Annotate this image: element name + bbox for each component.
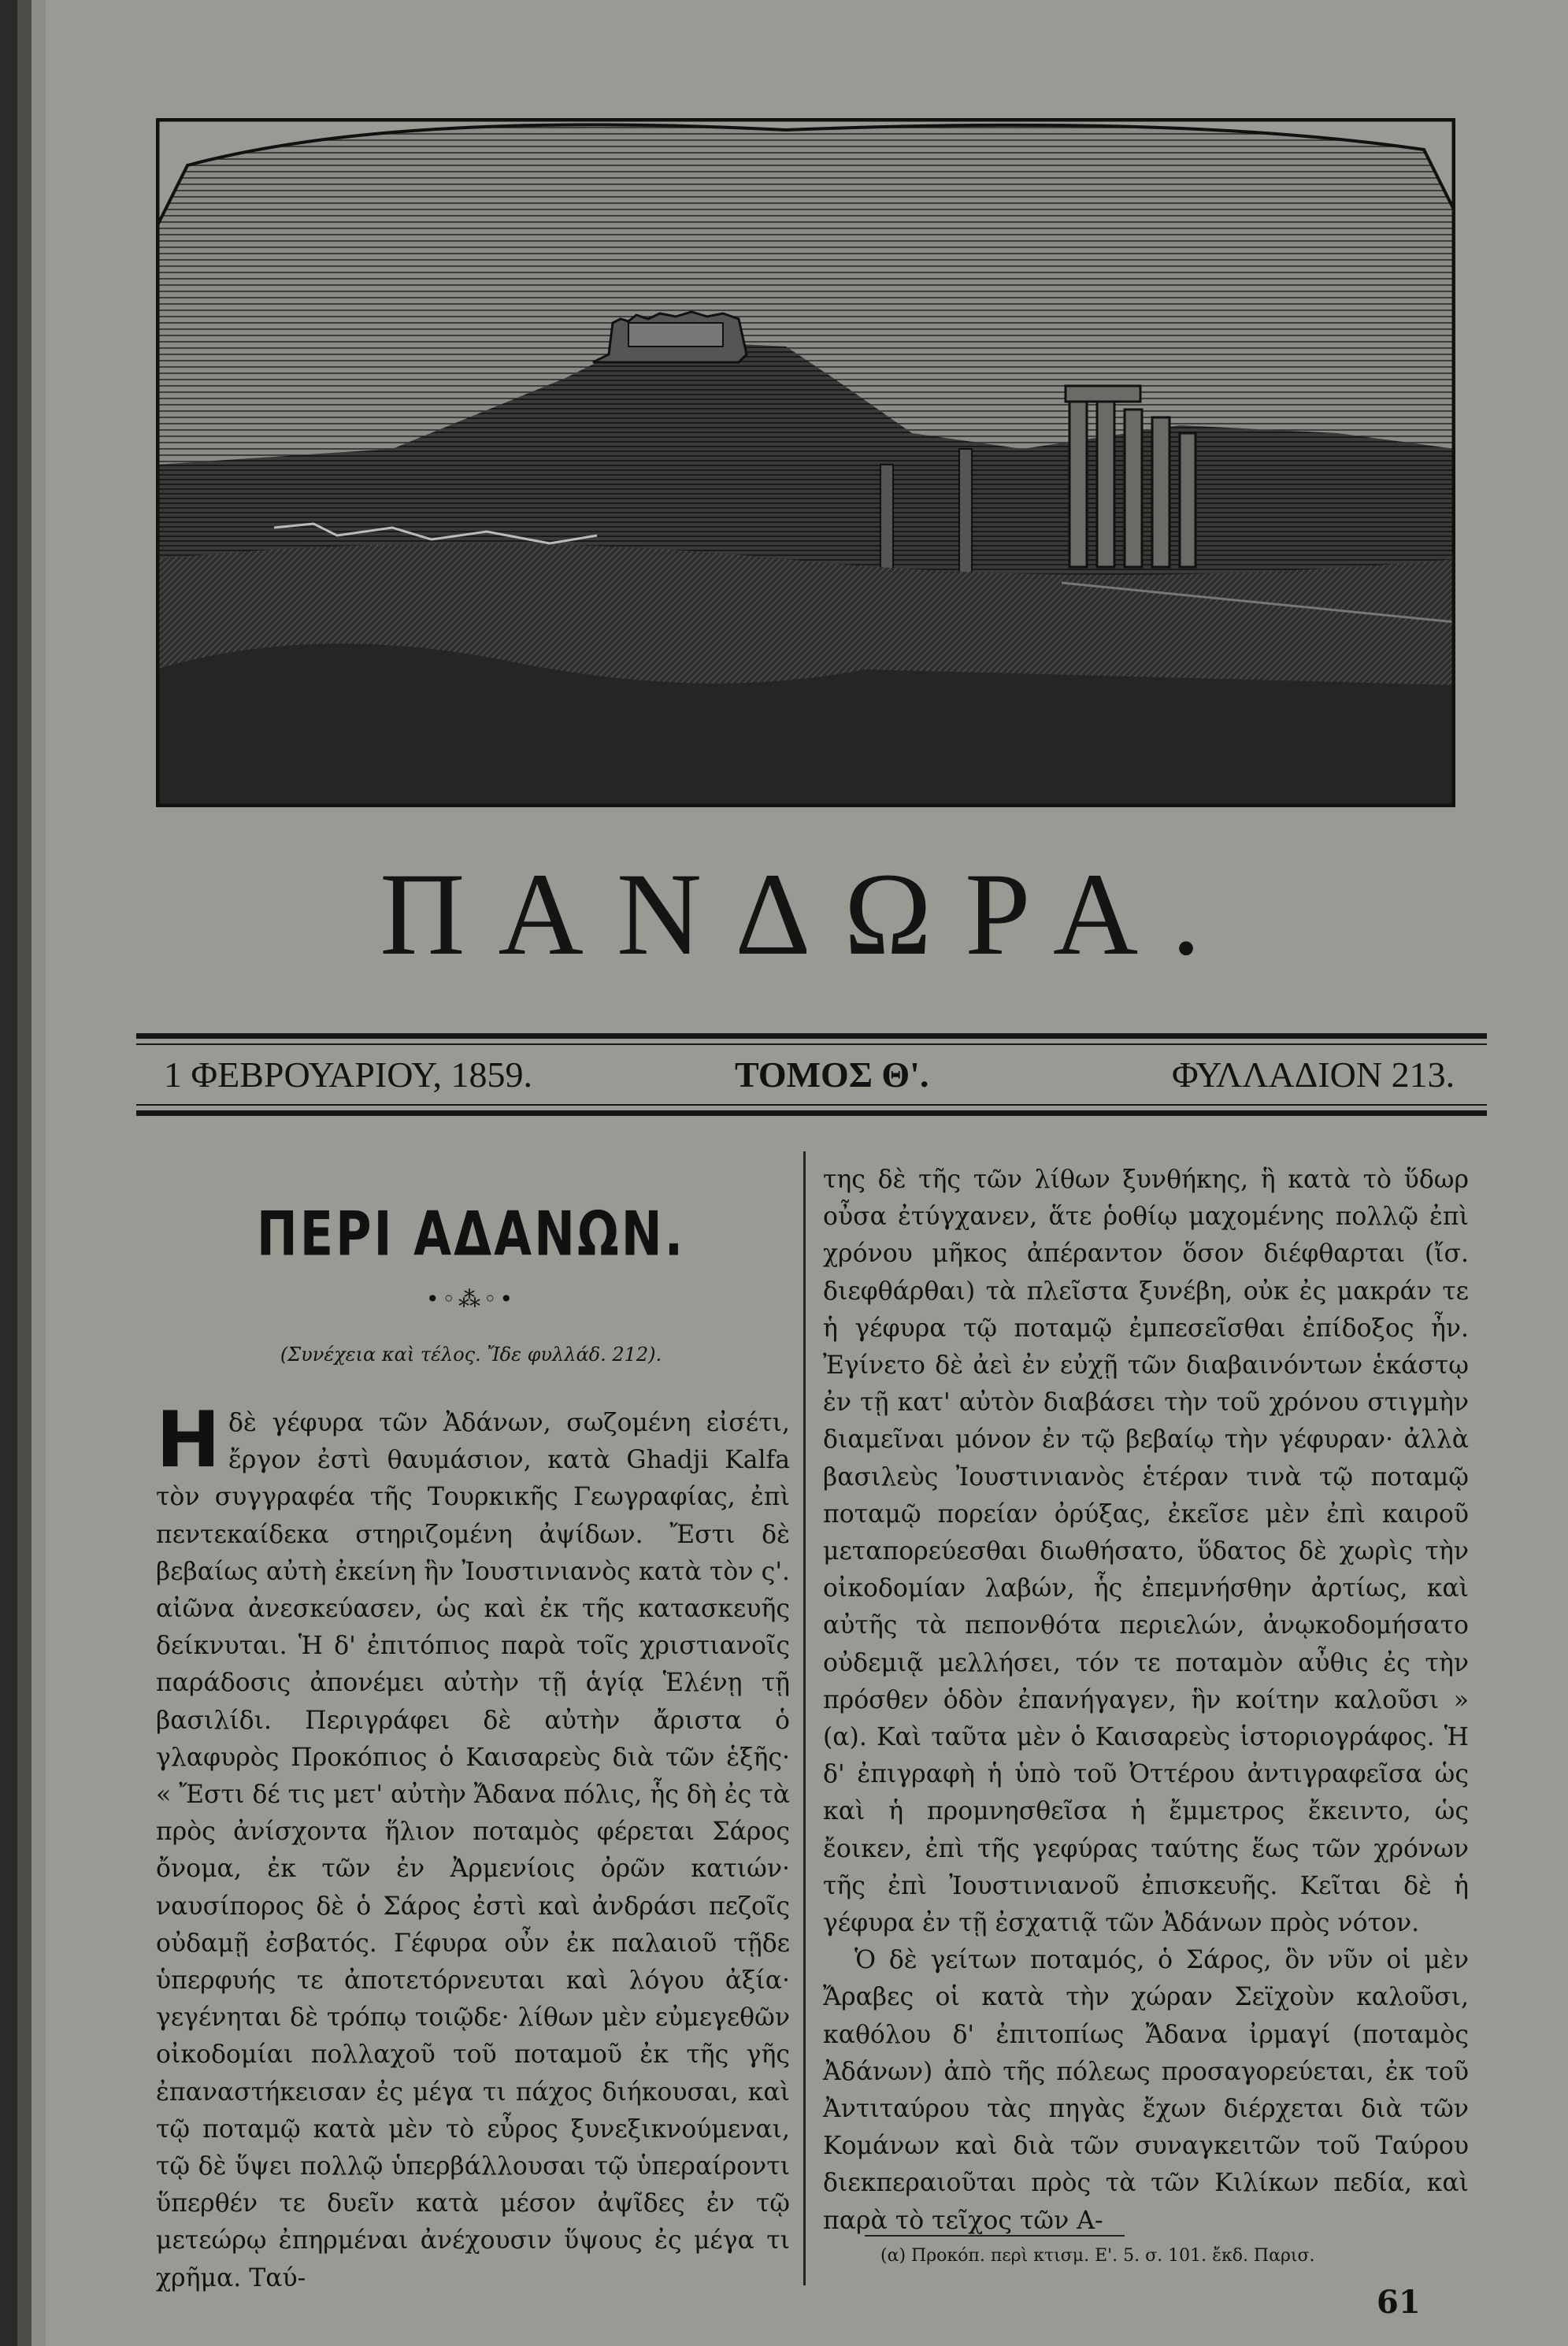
- footnote-rule: [865, 2235, 1125, 2237]
- paragraph-3: Ὁ δὲ γείτων ποταμός, ὁ Σάρος, ὃν νῦν οἱ μὲν Ἄραβες οἱ κατὰ τὴν χώραν Σεϊχοὺν καλοῦσι, καθόλου δ' ἐπιτοπίως Ἄδανα ἰρμαγί (ποταμὸς Ἀδάνων) ἀπὸ τῆς πόλεως προσαγορεύεται, ἐκ τοῦ Ἀντιταύρου τὰς πηγὰς ἔχων διέρχεται διὰ τῶν Κομάνων καὶ διὰ τῶν συναγκειτῶν τοῦ Ταύρου διεκπεραιοῦται πρὸς τὰ τῶν Κιλίκων πεδία, καὶ παρὰ τὸ τεῖχος τῶν Α-: [823, 1946, 1469, 2235]
- footnote: (α) Προκόπ. περὶ κτισμ. Ε'. 5. σ. 101. ἔκδ. Παρισ.: [880, 2246, 1315, 2266]
- page-number: 61: [1377, 2284, 1421, 2321]
- paragraph-1-text: δὲ γέφυρα τῶν Ἀδάνων, σωζομένη εἰσέτι, ἔργον ἐστὶ θαυμάσιον, κατὰ Ghadji Kalfa τὸν συγγραφέα τῆς Τουρκικῆς Γεωγραφίας, ἐπὶ πεντεκαίδεκα στηριζομένη ἀψίδων. Ἔστι δὲ βεβαίως αὐτὴ ἐκείνη ἣν Ἰουστινιανὸς κατὰ τὸν ς'. αἰῶνα ἀνεσκεύασεν, ὡς καὶ ἐκ τῆς κατασκευῆς δείκνυται. Ἡ δ' ἐπιτόπιος παρὰ τοῖς χριστιανοῖς παράδοσις ἀπονέμει αὐτὴν τῇ ἁγίᾳ Ἑλένῃ τῇ βασιλίδι. Περιγράφει δὲ αὐτὴν ἄριστα ὁ γλαφυρὸς Προκόπιος ὁ Καισαρεὺς διὰ τῶν ἑξῆς· « Ἔστι δέ τις μετ' αὐτὴν Ἄδανα πόλις, ἧς δὴ ἐς τὰ πρὸς ἀνίσχοντα ἥλιον ποταμὸς φέρεται Σάρος ὄνομα, ἐκ τῶν ἐν Ἀρμενίοις ὀρῶν κατιών· ναυσίπορος δὲ ὁ Σάρος ἐστὶ καὶ ἀνδράσι πεζοῖς οὐδαμῇ ἐσβατός. Γέφυρα οὖν ἐκ παλαιοῦ τῇδε ὑπερφυής τε ἀποτετόρνευται καὶ λόγου ἀξία· γεγένηται δὲ τρόπῳ τοιῷδε· λίθων μὲν εὐμεγεθῶν οἰκοδομίαι πολλαχοῦ τοῦ ποταμοῦ ἐκ τῆς γῆς ἐπαναστήκεισαν ἐς μέγα τι πάχος διήκουσαι, καὶ τῷ ποταμῷ κατὰ μὲν τὸ εὖρος ξυνεξικνούμεναι, τῷ δὲ ὕψει πολλῷ ὑπερβάλλουσαι τῷ ὑπεραίροντι ὕπερθέν τε δυεῖν κατὰ μέσον ἀψῖδες ἐν τῷ μετεώρῳ ἐπηρμέναι ἀνέχουσιν ὕψους ἐς μέγα τι χρῆμα. Ταύ-: [156, 1409, 790, 2292]
- issue-number: ΦΥΛΛΑΔΙΟΝ 213.: [1172, 1054, 1455, 1095]
- article-title: ΠΕΡΙ ΑΔΑΝΩΝ.: [256, 1197, 686, 1270]
- masthead-title: ΠΑΝΔΩΡΑ.: [380, 849, 1234, 980]
- dateline: [164, 1054, 1487, 1101]
- newspaper-page: [46, 0, 1568, 2346]
- dateline-rule-thick: [136, 1110, 1487, 1116]
- paragraph-2: της δὲ τῆς τῶν λίθων ξυνθήκης, ἣ κατὰ τὸ ὕδωρ οὖσα ἐτύγχανεν, ἅτε ῥοθίῳ μαχομένης πολλῷ ἐπὶ χρόνου μῆκος ἀπέραντον ὅσον διέφθαρται (ἴσ. διεφθάρθαι) τὰ πλεῖστα ξυνέβη, οὐκ ἐς μακράν τε ἡ γέφυρα τῷ ποταμῷ ἐμπεσεῖσθαι ἐπίδοξος ἦν. Ἐγίνετο δὲ ἀεὶ ἐν εὐχῇ τῶν διαβαινόντων ἑκάστῳ ἐν τῇ κατ' αὐτὸν διαβάσει τὴν τοῦ χρόνου στιγμὴν διαμεῖναι μόνον ἐν τῷ βεβαίῳ τὴν γέφυραν· ἀλλὰ βασιλεὺς Ἰουστινιανὸς ἑτέραν τινὰ τῷ ποταμῷ ποταμῷ πορείαν ὀρύξας, ἐκεῖσε μὲν ἐπὶ καιροῦ μεταπορεύεσθαι διωθήσατο, ὕδατος δὲ χωρὶς τὴν οἰκοδομίαν λαβών, ἧς ἐπεμνήσθην ἀρτίως, καὶ αὐτῆς τὰ πεπονθότα περιελών, ἀνῳκοδομήσατο οὐδεμιᾷ μελλήσει, τόν τε ποταμὸν αὖθις ἐς τὴν πρόσθεν ὁδὸν ἐπανήγαγεν, ἣν κοίτην καλοῦσι » (α). Καὶ ταῦτα μὲν ὁ Καισαρεὺς ἱστοριογράφος. Ἡ δ' ἐπιγραφὴ ἡ ὑπὸ τοῦ Ὀττέρου ἀντιγραφεῖσα ὡς καὶ ἡ προμνησθεῖσα ἡ ἔμμετρος ἔκειντο, ὡς ἔοικεν, ἐπὶ τῆς γεφύρας ταύτης ἕως τῶν χρόνων τῆς ἐπὶ Ἰουστινιανοῦ ἐπισκευῆς. Κεῖται δὲ ἡ γέφυρα ἐν τῇ ἐσχατιᾷ τῶν Ἀδάνων πρὸς νότον.: [823, 1166, 1469, 1938]
- masthead-rule-top-thin: [136, 1043, 1487, 1045]
- acropolis-engraving: [156, 118, 1455, 807]
- left-column: [136, 1162, 806, 2297]
- continuation-note: (Συνέχεια καὶ τέλος. Ἴδε φυλλάδ. 212).: [280, 1343, 662, 1366]
- dateline-rule-thin: [136, 1104, 1487, 1106]
- volume-label: ΤΟΜΟΣ Θ'.: [735, 1054, 929, 1095]
- scan-binding-edge: [0, 0, 46, 2346]
- drop-cap: Η: [156, 1395, 221, 1485]
- paragraph-1: [136, 1395, 806, 2297]
- right-column: [806, 1162, 1483, 2240]
- ornament-divider: •◦⁂◦•: [425, 1286, 517, 1312]
- issue-date: 1 ΦΕΒΡΟΥΑΡΙΟΥ, 1859.: [164, 1054, 532, 1095]
- masthead-rule-top-thick: [136, 1033, 1487, 1039]
